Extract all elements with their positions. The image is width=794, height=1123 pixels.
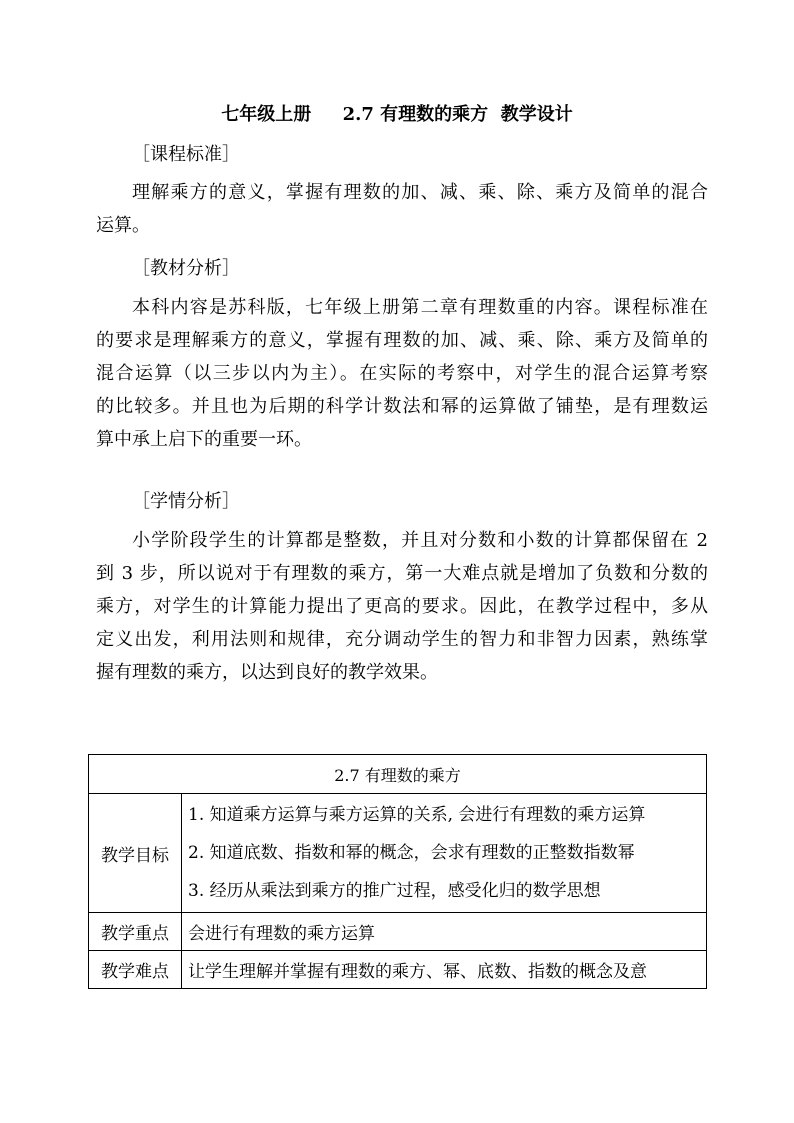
- goal-item: 1. 知道乘方运算与乘方运算的关系, 会进行有理数的乘方运算: [188, 805, 646, 825]
- section-body-student-analysis: [96, 524, 708, 689]
- section-heading-curriculum-standard: ［课程标准］: [132, 144, 240, 165]
- section-heading-textbook-analysis: ［教材分析］: [132, 258, 240, 279]
- table-row: [89, 951, 707, 989]
- paragraph-line: 运算。: [96, 215, 150, 236]
- table-caption: 2.7 有理数的乘方: [89, 755, 707, 794]
- key-point-label: 教学重点: [89, 913, 182, 951]
- paragraph-line: 到 3 步，所以说对于有理数的乘方，第一大难点就是增加了负数和分数的: [96, 563, 708, 584]
- paragraph-line: 混合运算（以三步以内为主）。在实际的考察中，对学生的混合运算考察: [96, 363, 708, 384]
- paragraph-line: 的要求是理解乘方的意义，掌握有理数的加、减、乘、除、乘方及简单的: [96, 330, 708, 351]
- paragraph-line: 本科内容是苏科版，七年级上册第二章有理数重的内容。课程标准在: [132, 297, 708, 318]
- table-row: [89, 794, 707, 913]
- paragraph-line: 算中承上启下的重要一环。: [96, 429, 312, 450]
- paragraph-line: 握有理数的乘方，以达到良好的教学效果。: [96, 662, 438, 683]
- paragraph-line: 定义出发，利用法则和规律，充分调动学生的智力和非智力因素，熟练掌: [96, 629, 708, 650]
- section-body-curriculum-standard: [96, 176, 708, 242]
- lesson-plan-table: [88, 754, 707, 989]
- difficulty-label: 教学难点: [89, 951, 182, 989]
- goals-label: 教学目标: [89, 794, 182, 913]
- goal-item: 2. 知道底数、指数和幂的概念，会求有理数的正整数指数幂: [188, 843, 635, 863]
- table-row: [89, 913, 707, 951]
- difficulty-cell: 让学生理解并掌握有理数的乘方、幂、底数、指数的概念及意: [182, 951, 707, 989]
- section-body-textbook-analysis: [96, 291, 708, 456]
- document-title: 七年级上册 2.7 有理数的乘方 教学设计: [221, 104, 573, 125]
- goals-cell: [182, 794, 707, 913]
- table-row: [89, 755, 707, 794]
- section-heading-student-analysis: ［学情分析］: [132, 491, 240, 512]
- paragraph-line: 理解乘方的意义，掌握有理数的加、减、乘、除、乘方及简单的混合: [132, 182, 708, 203]
- goal-item: 3. 经历从乘法到乘方的推广过程，感受化归的数学思想: [188, 881, 601, 901]
- paragraph-line: 的比较多。并且也为后期的科学计数法和幂的运算做了铺垫，是有理数运: [96, 396, 708, 417]
- paragraph-line: 小学阶段学生的计算都是整数，并且对分数和小数的计算都保留在 2: [132, 530, 708, 551]
- paragraph-line: 乘方，对学生的计算能力提出了更高的要求。因此，在教学过程中，多从: [96, 596, 708, 617]
- key-point-cell: 会进行有理数的乘方运算: [182, 913, 707, 951]
